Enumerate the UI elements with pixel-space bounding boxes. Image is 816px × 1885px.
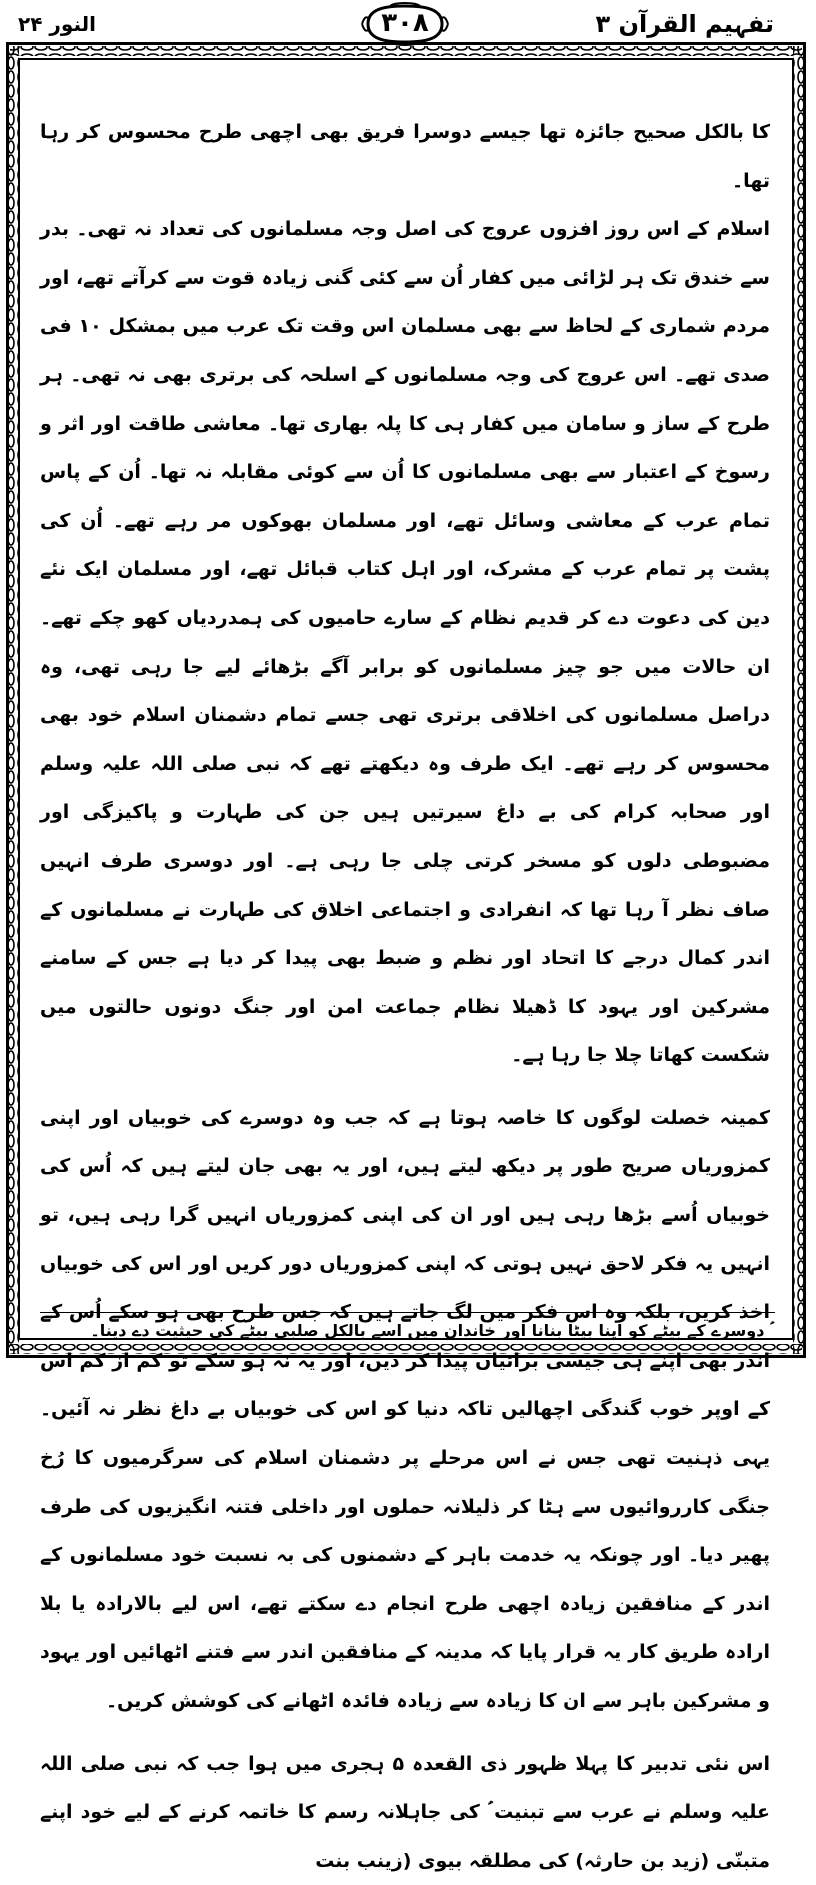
page-number-badge xyxy=(360,2,450,46)
surah-reference: النور ۲۴ xyxy=(18,12,96,36)
paragraph: کا بالکل صحیح جائزہ تھا جیسے دوسرا فریق بھی اچھی طرح محسوس کر رہا تھا۔ xyxy=(40,121,770,192)
paragraph: اس نئی تدبیر کا پہلا ظہور ذی القعدہ ۵ ہجری میں ہوا جب کہ نبی صلی اللہ علیہ وسلم نے عرب سے تبنیت ؑ کی جاہلانہ رسم کا خاتمہ کرنے کے لیے خود اپنے متبنّی (زید بن حارثہ) کی مطلقہ بیوی (زینب بنت xyxy=(40,1752,770,1872)
paragraph: اسلام کے اس روز افزوں عروج کی اصل وجہ مسلمانوں کی تعداد نہ تھی۔ بدر سے خندق تک ہر لڑائی میں کفار اُن سے کئی گنی زیادہ قوت سے کرآتے تھے، اور مردم شماری کے لحاظ سے بھی مسلمان اس وقت تک عرب میں بمشکل ۱۰ فی صدی تھے۔ اس عروج کی وجہ مسلمانوں کے اسلحہ کی برتری بھی نہ تھی۔ ہر طرح کے ساز و سامان میں کفار ہی کا پلہ بھاری تھا۔ معاشی طاقت اور اثر و رسوخ کے اعتبار سے بھی مسلمانوں کا اُن سے کوئی مقابلہ نہ تھا۔ اُن کے پاس تمام عرب کے معاشی وسائل تھے، اور مسلمان بھوکوں مر رہے تھے۔ اُن کی پشت پر تمام عرب کے مشرک، اور اہل کتاب قبائل تھے، اور مسلمان ایک نئے دین کی دعوت دے کر قدیم نظام کے سارے حامیوں کی ہمدردیاں کھو چکے تھے۔ ان حالات میں جو چیز مسلمانوں کو برابر آگے بڑھائے لیے جا رہی تھی، وہ دراصل مسلمانوں کی اخلاقی برتری تھی جسے تمام دشمنان اسلام خود بھی محسوس کر رہے تھے۔ ایک طرف وہ دیکھتے تھے کہ نبی صلی اللہ علیہ وسلم اور صحابہ کرام کی بے داغ سیرتیں ہیں جن کی طہارت و پاکیزگی اور مضبوطی دلوں کو مسخر کرتی چلی جا رہی ہے۔ اور دوسری طرف انہیں صاف نظر آ رہا تھا کہ انفرادی و اجتماعی اخلاق کی طہارت نے مسلمانوں کے اندر کمال درجے کا اتحاد اور نظم و ضبط بھی پیدا کر دیا ہے جس کے سامنے مشرکین اور یہود کا ڈھیلا نظام جماعت امن اور جنگ دونوں حالتوں میں شکست کھاتا چلا جا رہا ہے۔ xyxy=(40,218,770,1067)
paragraph: کمینہ خصلت لوگوں کا خاصہ ہوتا ہے کہ جب وہ دوسرے کی خوبیاں اور اپنی کمزوریاں صریح طور پر دیکھ لیتے ہیں، اور یہ بھی جان لیتے ہیں کہ اُس کی خوبیاں اُسے بڑھا رہی ہیں اور ان کی اپنی کمزوریاں انہیں گرا رہی ہیں، تو انہیں یہ فکر لاحق نہیں ہوتی کہ اپنی کمزوریاں دور کریں اور اس کی خوبیاں اخذ کریں، بلکہ وہ اس فکر میں لگ جاتے ہیں کہ جس طرح بھی ہو سکے اُس کے اندر بھی اپنے ہی جیسی برائیاں پیدا کر دیں، اور یہ نہ ہو سکے تو کم از کم اس کے اوپر خوب گندگی اچھالیں تاکہ دنیا کو اس کی خوبیاں بے داغ نظر نہ آئیں۔ یہی ذہنیت تھی جس نے اس مرحلے پر دشمنان اسلام کی سرگرمیوں کا رُخ جنگی کارروائیوں سے ہٹا کر ذلیلانہ حملوں اور داخلی فتنہ انگیزیوں کی طرف پھیر دیا۔ اور چونکہ یہ خدمت باہر کے دشمنوں کی بہ نسبت خود مسلمانوں کے اندر کے منافقین زیادہ اچھی طرح انجام دے سکتے تھے، اس لیے بالارادہ یا بلا ارادہ طریق کار یہ قرار پایا کہ مدینہ کے منافقین اندر سے فتنے اٹھائیں اور یہود و مشرکین باہر سے ان کا زیادہ سے زیادہ فائدہ اٹھانے کی کوشش کریں۔ xyxy=(40,1106,770,1712)
book-title: تفہیم القرآن ۳ xyxy=(595,10,774,38)
main-text xyxy=(40,108,770,1885)
page-number: ۳۰۸ xyxy=(381,8,429,38)
footnote-divider xyxy=(40,1312,775,1313)
footnote: ؑ دوسرے کے بیٹے کو اپنا بیٹا بنانا اور خاندان میں اسے بالکل صلبی بیٹے کی حیثیت دے دینا۔ xyxy=(90,1321,770,1340)
